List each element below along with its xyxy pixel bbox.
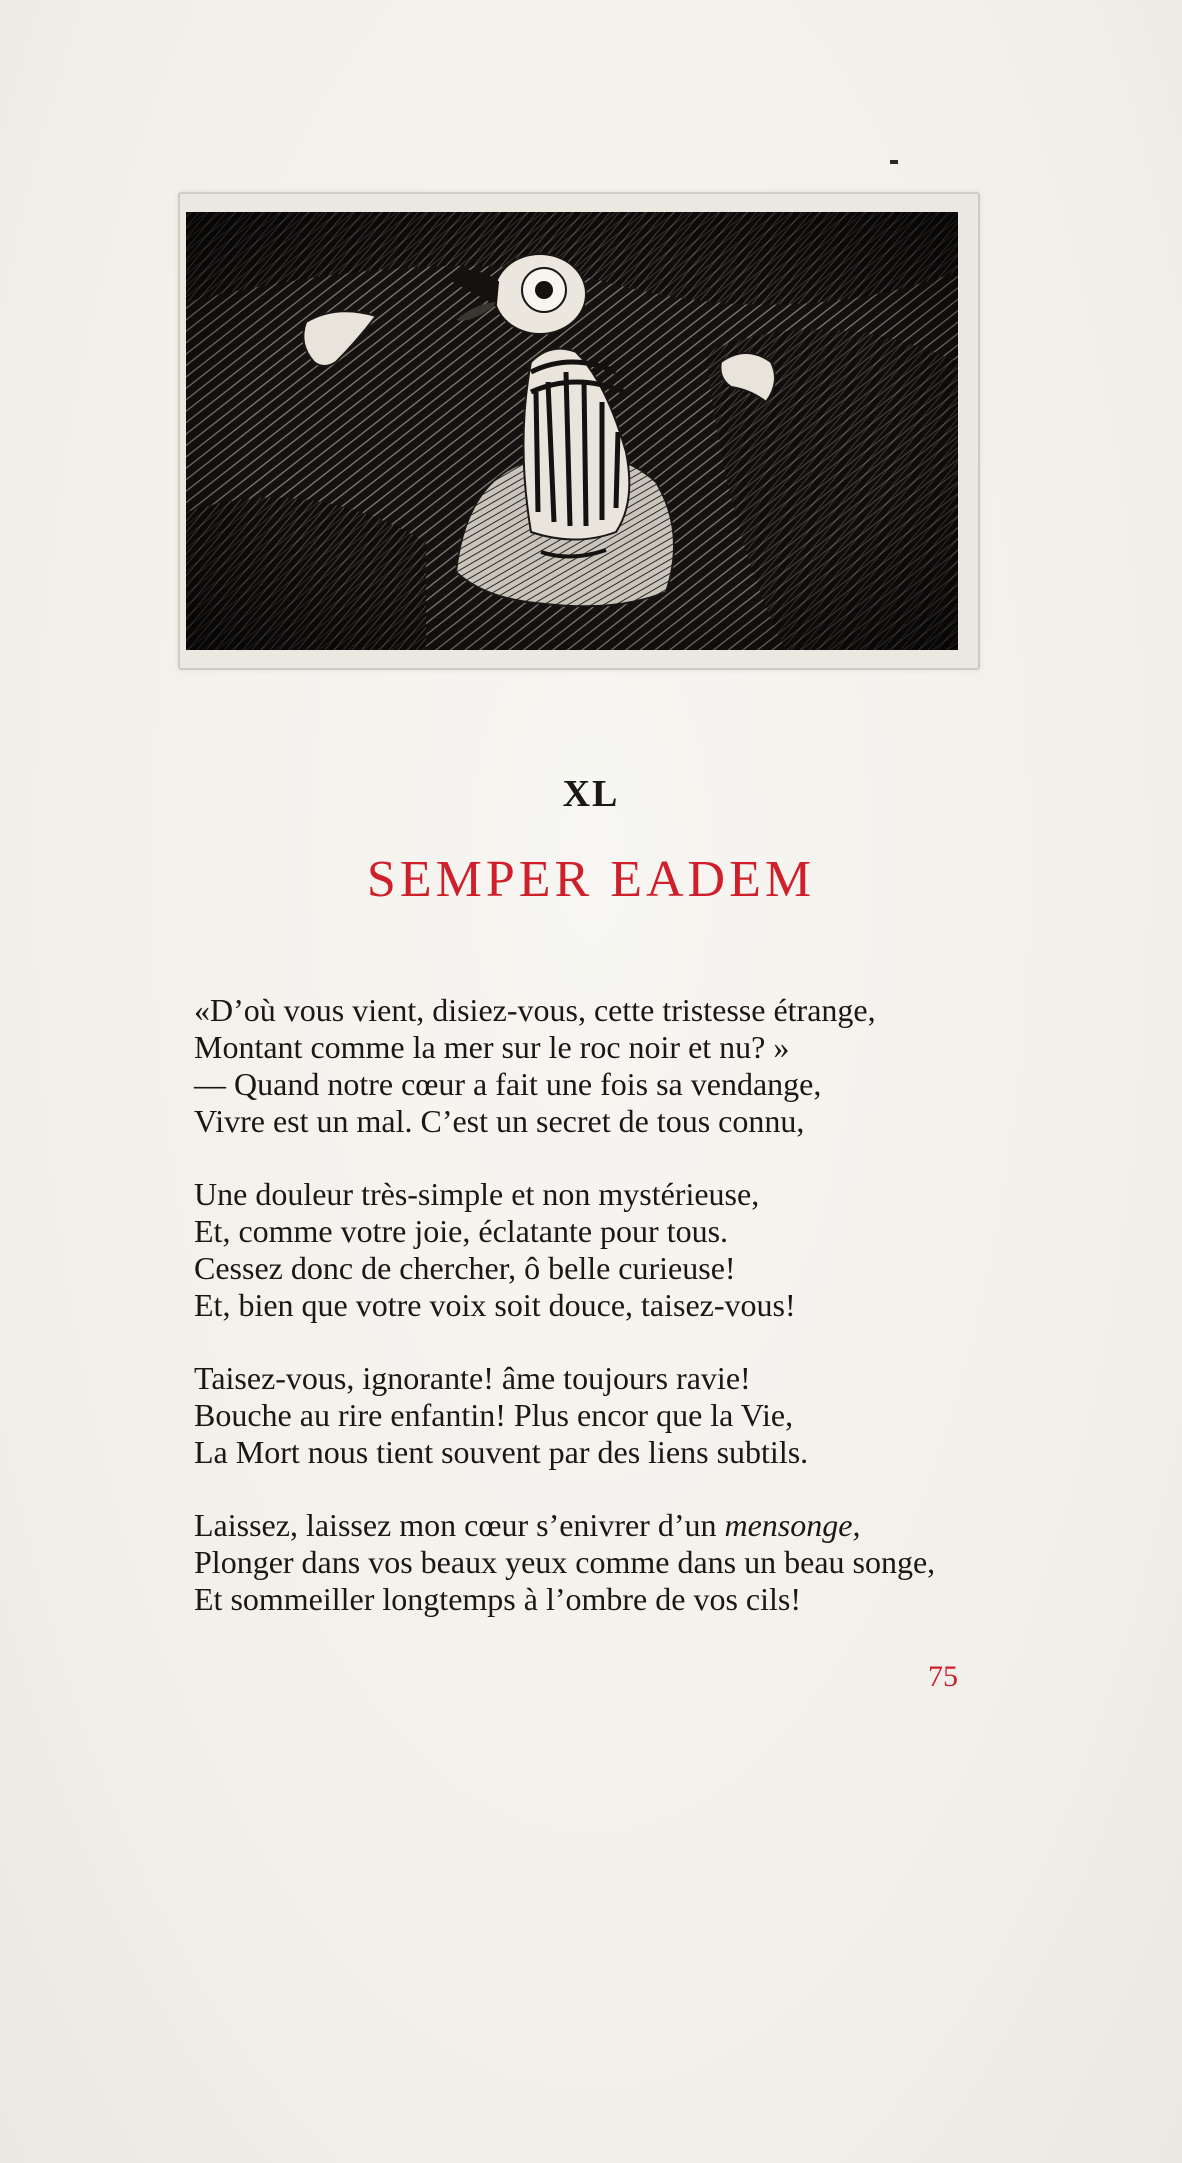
- poem-line: Et, comme votre joie, éclatante pour tous.: [194, 1213, 729, 1249]
- stanza: [194, 1360, 1024, 1471]
- poem-line: Une douleur très-simple et non mystérieuse,: [194, 1176, 760, 1212]
- stanza: [194, 992, 1024, 1140]
- poem-line-text: Laissez, laissez mon cœur s’enivrer d’un: [194, 1507, 725, 1543]
- page-number: 75: [928, 1660, 958, 1693]
- poem-line: Bouche au rire enfantin! Plus encor que la Vie,: [194, 1397, 794, 1433]
- poem-line: Vivre est un mal. C’est un secret de tous connu,: [194, 1103, 805, 1139]
- poem-line: Montant comme la mer sur le roc noir et nu? »: [194, 1029, 790, 1065]
- poem-line: Et sommeiller longtemps à l’ombre de vos cils!: [194, 1581, 801, 1617]
- poem-title: SEMPER EADEM: [366, 851, 816, 908]
- etching-illustration: [186, 212, 958, 650]
- stanza: [194, 1176, 1024, 1324]
- poem-line: Taisez-vous, ignorante! âme toujours ravie!: [194, 1360, 751, 1396]
- chapter-number: XL: [562, 773, 620, 815]
- poem-line: Cessez donc de chercher, ô belle curieuse!: [194, 1250, 736, 1286]
- italic-word: mensonge,: [724, 1507, 861, 1543]
- poem-line: [194, 1507, 1024, 1544]
- poem-line: La Mort nous tient souvent par des liens subtils.: [194, 1434, 809, 1470]
- poem-line: Et, bien que votre voix soit douce, taisez-vous!: [194, 1287, 796, 1323]
- poem-line: «D’où vous vient, disiez-vous, cette tristesse étrange,: [194, 992, 876, 1028]
- stanza: [194, 1507, 1024, 1618]
- poem-body: [194, 992, 1024, 1654]
- poem-line: Plonger dans vos beaux yeux comme dans un beau songe,: [194, 1544, 936, 1580]
- ink-speck: [890, 160, 898, 164]
- poem-line: — Quand notre cœur a fait une fois sa vendange,: [194, 1066, 822, 1102]
